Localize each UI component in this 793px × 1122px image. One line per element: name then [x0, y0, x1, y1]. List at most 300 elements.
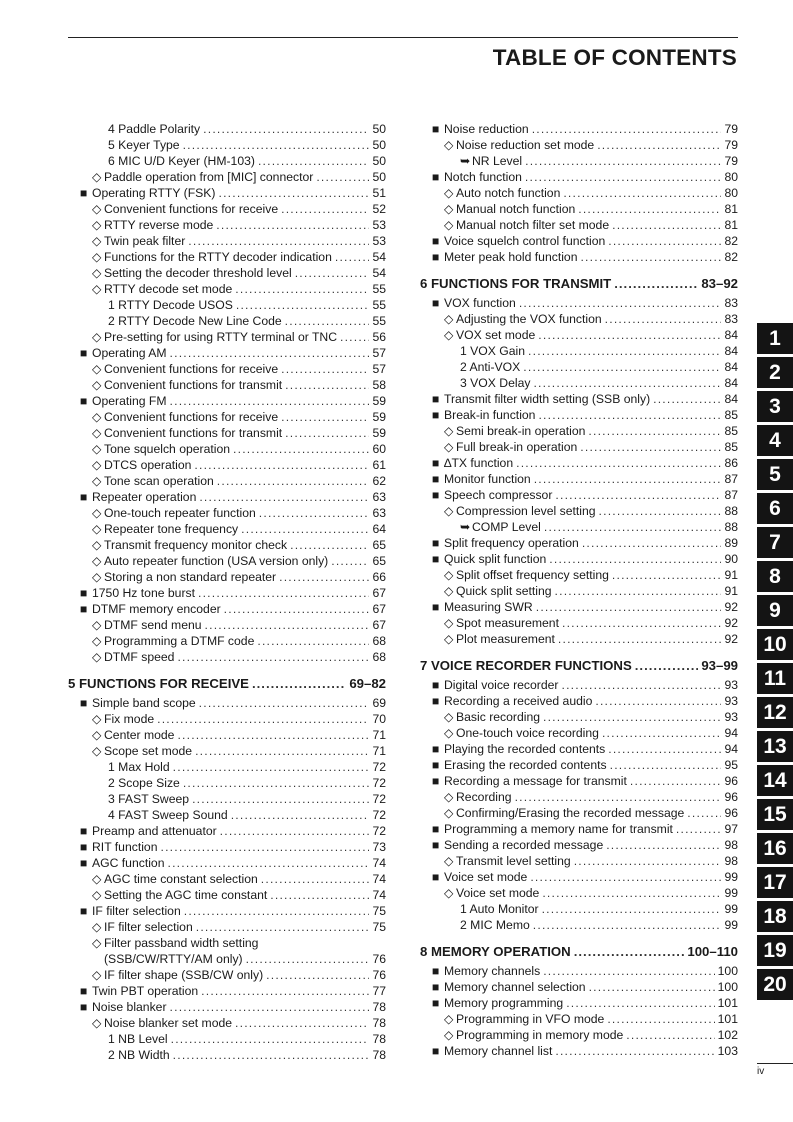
bullet-icon: ■: [432, 250, 440, 264]
dot-leader: [528, 343, 721, 359]
toc-entry[interactable]: [68, 281, 386, 297]
toc-page-number: 69–82: [349, 676, 386, 691]
page-number: iv: [757, 1066, 765, 1077]
toc-entry[interactable]: [68, 153, 386, 169]
dot-leader: [220, 823, 370, 839]
chapter-tab-19[interactable]: 19: [757, 935, 793, 966]
toc-entry-title: Sending a recorded message: [444, 838, 604, 852]
dot-leader: [555, 583, 722, 599]
dot-leader: [582, 535, 722, 551]
toc-entry-title: Transmit frequency monitor check: [104, 538, 288, 552]
toc-entry[interactable]: [68, 233, 386, 249]
toc-page-number: 96: [724, 774, 738, 788]
chapter-tab-16[interactable]: 16: [757, 833, 793, 864]
toc-page-number: 74: [372, 856, 386, 870]
toc-entry-title: Split frequency operation: [444, 536, 579, 550]
toc-entry[interactable]: [68, 249, 386, 265]
toc-page-number: 51: [372, 186, 386, 200]
dot-leader: [195, 743, 369, 759]
toc-entry[interactable]: [420, 1027, 738, 1043]
toc-entry[interactable]: [68, 999, 386, 1015]
dot-leader: [653, 391, 721, 407]
bullet-icon: ■: [432, 296, 440, 310]
toc-entry-title: Transmit level setting: [456, 854, 571, 868]
toc-entry-title: Voice squelch control function: [444, 234, 606, 248]
toc-page-number: 50: [372, 122, 386, 136]
toc-entry-title: Twin PBT operation: [92, 984, 199, 998]
chapter-tab-20[interactable]: 20: [757, 969, 793, 1000]
toc-section-heading[interactable]: [420, 275, 738, 293]
dot-leader: [192, 791, 369, 807]
dot-leader: [597, 137, 721, 153]
dot-leader: [635, 657, 699, 673]
toc-entry[interactable]: [68, 887, 386, 903]
toc-page-number: 71: [372, 744, 386, 758]
bullet-icon: ◇: [444, 632, 454, 646]
bullet-icon: ■: [80, 490, 88, 504]
toc-entry[interactable]: [68, 967, 386, 983]
toc-entry[interactable]: [68, 633, 386, 649]
bullet-icon: ◇: [92, 538, 102, 552]
toc-entry-title: Center mode: [104, 728, 175, 742]
toc-entry[interactable]: [420, 693, 738, 709]
toc-page-number: 78: [372, 1048, 386, 1062]
toc-entry[interactable]: [420, 885, 738, 901]
toc-entry-title: Convenient functions for transmit: [104, 426, 283, 440]
toc-page-number: 61: [372, 458, 386, 472]
toc-entry[interactable]: [68, 871, 386, 887]
toc-page-number: 54: [372, 250, 386, 264]
toc-entry-title: Plot measurement: [456, 632, 555, 646]
toc-entry-title: Convenient functions for receive: [104, 202, 279, 216]
toc-page-number: 65: [372, 538, 386, 552]
bullet-icon: ◇: [92, 426, 102, 440]
toc-entry-title: ∆TX function: [444, 456, 514, 470]
toc-entry[interactable]: [68, 711, 386, 727]
toc-page-number: 78: [372, 1032, 386, 1046]
toc-entry[interactable]: [68, 217, 386, 233]
toc-entry[interactable]: [68, 521, 386, 537]
toc-entry[interactable]: [420, 869, 738, 885]
toc-entry[interactable]: [68, 1047, 386, 1063]
chapter-tab-11[interactable]: 11: [757, 663, 793, 694]
toc-entry[interactable]: [420, 821, 738, 837]
toc-entry[interactable]: [420, 327, 738, 343]
bullet-icon: ◇: [444, 424, 454, 438]
toc-page-number: 63: [372, 506, 386, 520]
toc-page-number: 92: [724, 600, 738, 614]
toc-entry[interactable]: [68, 361, 386, 377]
toc-entry[interactable]: [68, 569, 386, 585]
dot-leader: [270, 887, 369, 903]
toc-section-heading[interactable]: [68, 675, 386, 693]
dot-leader: [199, 489, 369, 505]
toc-entry[interactable]: [420, 995, 738, 1011]
toc-page-number: 84: [724, 392, 738, 406]
dot-leader: [589, 979, 715, 995]
toc-entry[interactable]: [420, 423, 738, 439]
bullet-icon: ■: [432, 552, 440, 566]
toc-entry[interactable]: [420, 631, 738, 647]
toc-page-number: 91: [724, 568, 738, 582]
chapter-tab-1[interactable]: 1: [757, 323, 793, 354]
toc-entry[interactable]: [68, 473, 386, 489]
toc-entry-title: Memory programming: [444, 996, 564, 1010]
toc-page-number: 72: [372, 792, 386, 806]
toc-entry-title: Storing a non standard repeater: [104, 570, 277, 584]
toc-page-number: 68: [372, 650, 386, 664]
chapter-tab-8[interactable]: 8: [757, 561, 793, 592]
toc-page-number: 84: [724, 376, 738, 390]
bullet-icon: ◇: [92, 728, 102, 742]
toc-entry[interactable]: [420, 901, 738, 917]
toc-entry[interactable]: [420, 519, 738, 535]
dot-leader: [335, 249, 370, 265]
toc-entry[interactable]: [420, 169, 738, 185]
toc-entry[interactable]: [68, 297, 386, 313]
toc-page-number: 55: [372, 314, 386, 328]
toc-entry-title: VOX function: [444, 296, 516, 310]
toc-entry-title: Pre-setting for using RTTY terminal or TNC: [104, 330, 337, 344]
dot-leader: [279, 569, 369, 585]
toc-entry-title: Split offset frequency setting: [456, 568, 609, 582]
chapter-tab-15[interactable]: 15: [757, 799, 793, 830]
dot-leader: [558, 631, 722, 647]
toc-entry[interactable]: [420, 153, 738, 169]
chapter-tabs: [757, 323, 793, 1003]
chapter-tab-5[interactable]: 5: [757, 459, 793, 490]
toc-entry[interactable]: [68, 935, 386, 951]
toc-entry[interactable]: [68, 169, 386, 185]
toc-entry-title: Quick split function: [444, 552, 547, 566]
toc-entry[interactable]: [420, 295, 738, 311]
toc-entry[interactable]: [420, 375, 738, 391]
toc-entry-title: Setting the decoder threshold level: [104, 266, 292, 280]
bullet-icon: ■: [432, 408, 440, 422]
toc-page-number: 71: [372, 728, 386, 742]
toc-entry[interactable]: [68, 695, 386, 711]
toc-entry[interactable]: [420, 757, 738, 773]
toc-entry[interactable]: [68, 537, 386, 553]
toc-entry[interactable]: [420, 615, 738, 631]
chapter-tab-9[interactable]: 9: [757, 595, 793, 626]
toc-entry-title: Adjusting the VOX function: [456, 312, 602, 326]
toc-entry-title: Erasing the recorded contents: [444, 758, 607, 772]
dot-leader: [555, 1043, 714, 1059]
chapter-tab-10[interactable]: 10: [757, 629, 793, 660]
toc-entry[interactable]: [68, 775, 386, 791]
toc-page-number: 79: [724, 122, 738, 136]
toc-entry[interactable]: [68, 649, 386, 665]
toc-entry[interactable]: [68, 441, 386, 457]
bullet-icon: ■: [432, 822, 440, 836]
chapter-tab-14[interactable]: 14: [757, 765, 793, 796]
toc-page-number: 103: [717, 1044, 738, 1058]
toc-entry[interactable]: [420, 773, 738, 789]
toc-entry[interactable]: [68, 855, 386, 871]
toc-entry[interactable]: [68, 185, 386, 201]
dot-leader: [599, 503, 722, 519]
toc-page-number: 83: [724, 312, 738, 326]
toc-entry[interactable]: [420, 1043, 738, 1059]
toc-entry[interactable]: [420, 535, 738, 551]
bullet-icon: ◇: [92, 234, 102, 248]
toc-entry[interactable]: [420, 599, 738, 615]
toc-page-number: 50: [372, 154, 386, 168]
dot-leader: [602, 725, 721, 741]
toc-entry-title: IF filter selection: [104, 920, 193, 934]
toc-page-number: 81: [724, 202, 738, 216]
toc-entry[interactable]: [68, 919, 386, 935]
dot-leader: [183, 137, 370, 153]
bullet-icon: ■: [432, 456, 440, 470]
toc-entry[interactable]: [68, 983, 386, 999]
toc-entry[interactable]: [420, 391, 738, 407]
toc-entry[interactable]: [420, 343, 738, 359]
toc-entry[interactable]: [68, 137, 386, 153]
toc-page-number: 101: [717, 996, 738, 1010]
bullet-icon: ◇: [92, 618, 102, 632]
toc-entry[interactable]: [420, 741, 738, 757]
chapter-tab-7[interactable]: 7: [757, 527, 793, 558]
bullet-icon: ■: [80, 394, 88, 408]
toc-entry[interactable]: [68, 601, 386, 617]
toc-entry[interactable]: [68, 823, 386, 839]
toc-entry[interactable]: [420, 805, 738, 821]
chapter-tab-18[interactable]: 18: [757, 901, 793, 932]
toc-entry-title: Voice set mode: [444, 870, 528, 884]
toc-entry[interactable]: [68, 759, 386, 775]
toc-entry[interactable]: [420, 217, 738, 233]
toc-page-number: 85: [724, 440, 738, 454]
bullet-icon: ◇: [92, 522, 102, 536]
bullet-icon: ◇: [92, 872, 102, 886]
toc-page-number: 89: [724, 536, 738, 550]
dot-leader: [574, 943, 685, 959]
toc-page-number: 88: [724, 520, 738, 534]
toc-page-number: 53: [372, 218, 386, 232]
toc-page-number: 92: [724, 632, 738, 646]
toc-entry[interactable]: [68, 791, 386, 807]
toc-page-number: 73: [372, 840, 386, 854]
toc-page-number: 68: [372, 634, 386, 648]
bullet-icon: ■: [432, 694, 440, 708]
toc-entry[interactable]: [420, 121, 738, 137]
bullet-icon: ■: [80, 586, 88, 600]
toc-page-number: 96: [724, 790, 738, 804]
toc-entry[interactable]: [420, 311, 738, 327]
toc-entry[interactable]: [420, 917, 738, 933]
bullet-icon: ◇: [92, 458, 102, 472]
toc-entry[interactable]: [68, 727, 386, 743]
toc-entry[interactable]: [420, 853, 738, 869]
toc-entry[interactable]: [420, 837, 738, 853]
toc-entry[interactable]: [68, 585, 386, 601]
dot-leader: [578, 201, 721, 217]
toc-page-number: 83: [724, 296, 738, 310]
toc-entry-title: Auto notch function: [456, 186, 561, 200]
toc-entry[interactable]: [420, 407, 738, 423]
toc-entry-title: Voice set mode: [456, 886, 540, 900]
toc-entry-title: Paddle operation from [MIC] connector: [104, 170, 314, 184]
toc-page-number: 66: [372, 570, 386, 584]
chapter-tab-4[interactable]: 4: [757, 425, 793, 456]
toc-entry[interactable]: [68, 807, 386, 823]
top-rule: [68, 37, 738, 38]
toc-entry[interactable]: [68, 457, 386, 473]
toc-entry-title: 4 Paddle Polarity: [108, 122, 201, 136]
chapter-tab-2[interactable]: 2: [757, 357, 793, 388]
toc-page-number: 79: [724, 154, 738, 168]
toc-entry-title: Programming in VFO mode: [456, 1012, 605, 1026]
toc-page-number: 98: [724, 854, 738, 868]
toc-entry[interactable]: [68, 903, 386, 919]
toc-entry[interactable]: [420, 583, 738, 599]
toc-page-number: 55: [372, 298, 386, 312]
bullet-icon: ◇: [92, 266, 102, 280]
toc-entry-title: Digital voice recorder: [444, 678, 559, 692]
toc-entry-title: One-touch voice recording: [456, 726, 599, 740]
toc-entry[interactable]: [420, 567, 738, 583]
dot-leader: [516, 455, 721, 471]
toc-page-number: 78: [372, 1000, 386, 1014]
toc-entry[interactable]: [420, 725, 738, 741]
toc-page-number: 100: [717, 980, 738, 994]
toc-page-number: 93–99: [701, 658, 738, 673]
dot-leader: [219, 185, 370, 201]
chapter-tab-13[interactable]: 13: [757, 731, 793, 762]
toc-entry[interactable]: [68, 505, 386, 521]
bullet-icon: ◇: [92, 570, 102, 584]
dot-leader: [167, 855, 369, 871]
chapter-tab-3[interactable]: 3: [757, 391, 793, 422]
chapter-tab-6[interactable]: 6: [757, 493, 793, 524]
toc-entry[interactable]: [420, 455, 738, 471]
toc-entry-title: Full break-in operation: [456, 440, 578, 454]
toc-entry-title: 1 RTTY Decode USOS: [108, 298, 233, 312]
toc-entry-title: 1 Auto Monitor: [460, 902, 539, 916]
toc-entry[interactable]: [420, 963, 738, 979]
toc-entry[interactable]: [420, 979, 738, 995]
toc-page-number: 99: [724, 886, 738, 900]
chapter-tab-12[interactable]: 12: [757, 697, 793, 728]
chapter-tab-17[interactable]: 17: [757, 867, 793, 898]
toc-entry[interactable]: [420, 359, 738, 375]
bullet-icon: ◇: [92, 218, 102, 232]
dot-leader: [676, 821, 722, 837]
toc-entry[interactable]: [420, 677, 738, 693]
toc-section-heading[interactable]: [420, 943, 738, 961]
toc-entry[interactable]: [420, 201, 738, 217]
toc-entry-title: IF filter selection: [92, 904, 181, 918]
bullet-icon: ■: [80, 346, 88, 360]
dot-leader: [543, 963, 714, 979]
dot-leader: [316, 169, 369, 185]
toc-entry[interactable]: [68, 409, 386, 425]
dot-leader: [605, 311, 722, 327]
toc-page-number: 94: [724, 742, 738, 756]
toc-page-number: 79: [724, 138, 738, 152]
dot-leader: [281, 201, 369, 217]
bullet-icon: ■: [80, 840, 88, 854]
toc-page-number: 75: [372, 904, 386, 918]
dot-leader: [555, 487, 721, 503]
toc-page-number: 70: [372, 712, 386, 726]
toc-entry[interactable]: [420, 233, 738, 249]
bullet-icon: ◇: [444, 186, 454, 200]
toc-entry[interactable]: [68, 1031, 386, 1047]
bullet-icon: ◇: [92, 744, 102, 758]
toc-entry-title: 2 Scope Size: [108, 776, 180, 790]
toc-entry-title: Noise reduction: [444, 122, 529, 136]
toc-entry[interactable]: [420, 471, 738, 487]
toc-entry[interactable]: [420, 487, 738, 503]
toc-entry[interactable]: [420, 185, 738, 201]
toc-page-number: 92: [724, 616, 738, 630]
toc-entry[interactable]: [68, 617, 386, 633]
toc-entry[interactable]: [68, 951, 386, 967]
bullet-icon: ◇: [444, 806, 454, 820]
toc-page-number: 95: [724, 758, 738, 772]
toc-page-number: 82: [724, 234, 738, 248]
toc-entry[interactable]: [68, 313, 386, 329]
toc-entry[interactable]: [68, 839, 386, 855]
toc-entry[interactable]: [68, 743, 386, 759]
bullet-icon: ◇: [92, 250, 102, 264]
dot-leader: [610, 757, 722, 773]
toc-entry[interactable]: [420, 503, 738, 519]
toc-entry[interactable]: [68, 201, 386, 217]
toc-entry[interactable]: [68, 329, 386, 345]
toc-entry[interactable]: [68, 553, 386, 569]
toc-entry-title: Operating FM: [92, 394, 167, 408]
dot-leader: [201, 983, 369, 999]
toc-page-number: 59: [372, 426, 386, 440]
toc-entry[interactable]: [420, 551, 738, 567]
dot-leader: [170, 999, 370, 1015]
toc-entry[interactable]: [420, 1011, 738, 1027]
toc-entry[interactable]: [420, 137, 738, 153]
toc-entry[interactable]: [68, 1015, 386, 1031]
toc-entry[interactable]: [68, 393, 386, 409]
dot-leader: [285, 313, 370, 329]
toc-entry[interactable]: [68, 121, 386, 137]
toc-entry[interactable]: [68, 345, 386, 361]
toc-entry[interactable]: [68, 265, 386, 281]
toc-page-number: 62: [372, 474, 386, 488]
toc-page-number: 57: [372, 346, 386, 360]
toc-entry-title: 6 FUNCTIONS FOR TRANSMIT: [420, 276, 612, 291]
toc-entry[interactable]: [420, 249, 738, 265]
dot-leader: [525, 169, 722, 185]
toc-entry-title: Noise reduction set mode: [456, 138, 595, 152]
bullet-icon: ◇: [92, 650, 102, 664]
toc-section-heading[interactable]: [420, 657, 738, 675]
dot-leader: [536, 599, 722, 615]
toc-entry[interactable]: [420, 439, 738, 455]
toc-entry[interactable]: [68, 377, 386, 393]
bullet-icon: ◇: [444, 568, 454, 582]
bullet-icon: ◇: [92, 442, 102, 456]
toc-entry[interactable]: [420, 709, 738, 725]
bullet-icon: ■: [432, 758, 440, 772]
toc-entry[interactable]: [68, 489, 386, 505]
toc-entry[interactable]: [68, 425, 386, 441]
bullet-icon: ◇: [92, 362, 102, 376]
bullet-icon: ■: [432, 122, 440, 136]
toc-entry[interactable]: [420, 789, 738, 805]
toc-entry-title: Speech compressor: [444, 488, 553, 502]
